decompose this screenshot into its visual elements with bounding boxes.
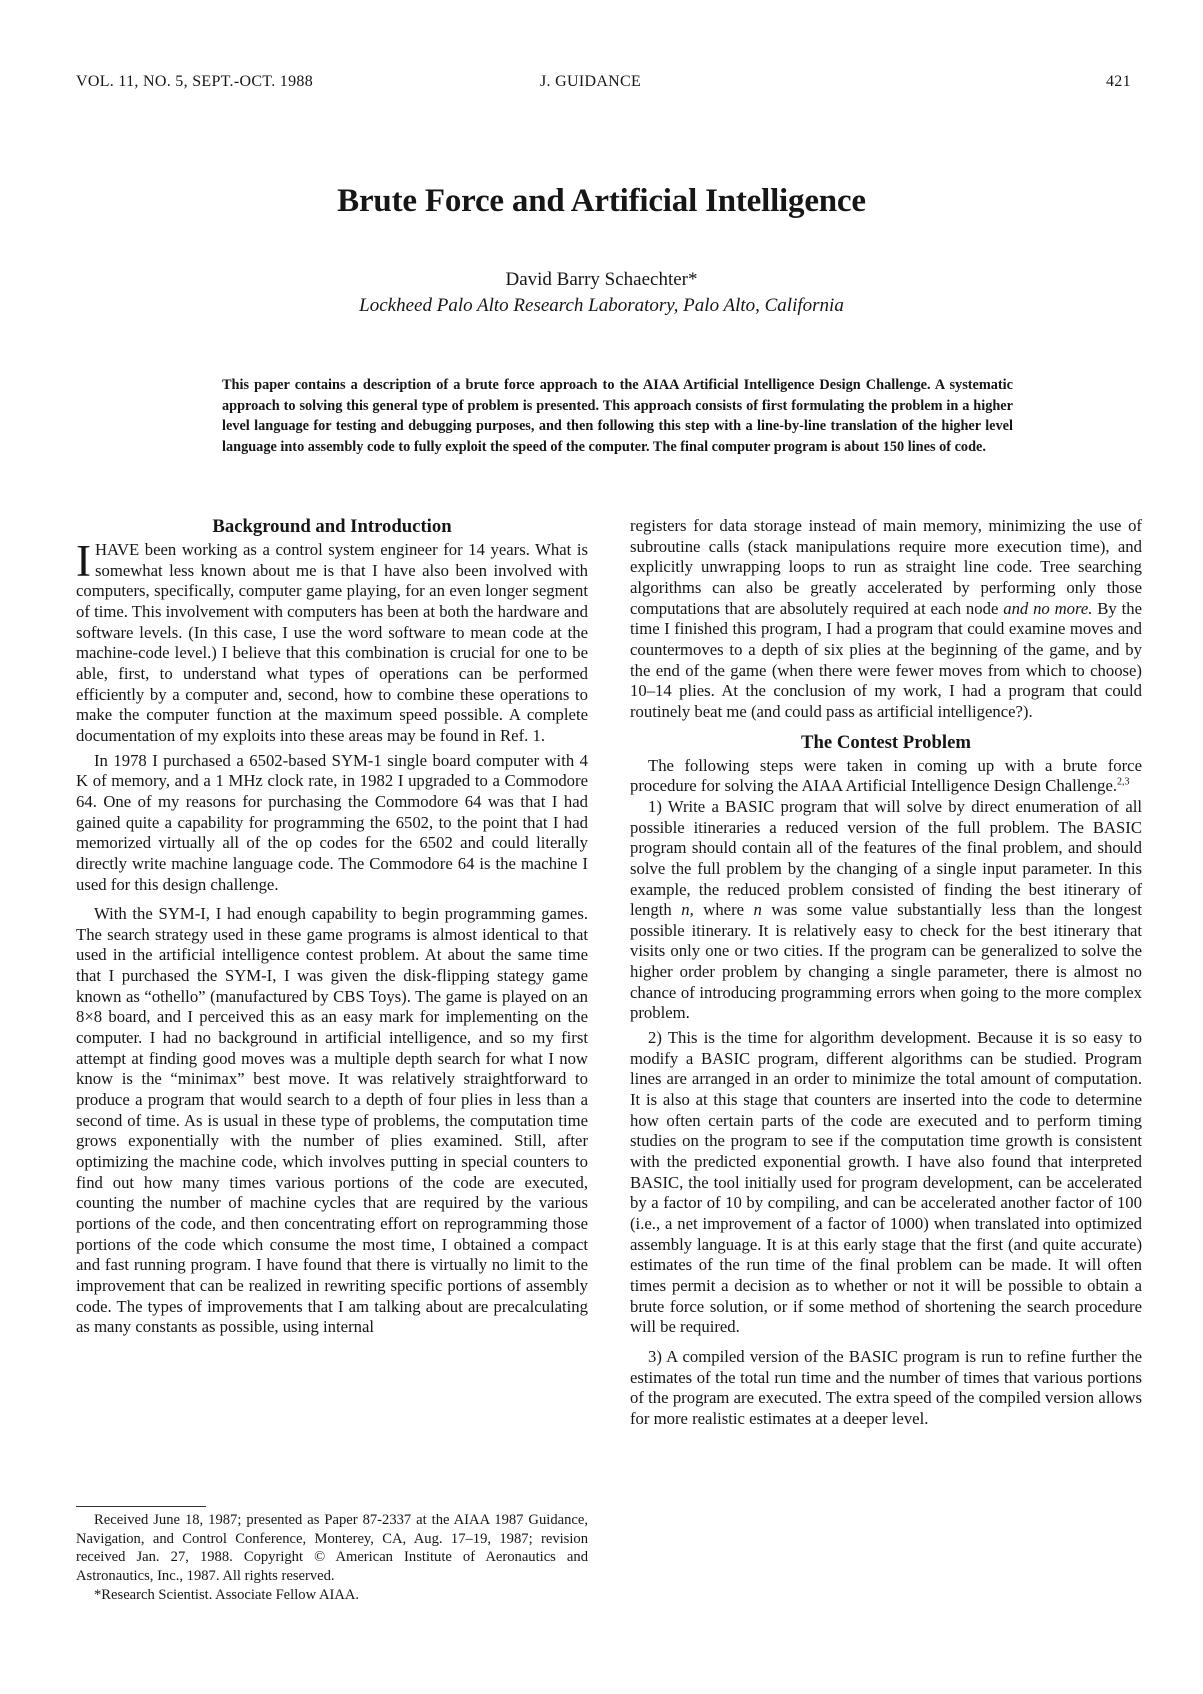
emphasis: and no more.: [1003, 598, 1093, 618]
paper-title: Brute Force and Artificial Intelligence: [337, 183, 866, 219]
running-head-volume: VOL. 11, NO. 5, SEPT.-OCT. 1988: [76, 73, 313, 90]
body-paragraph: IHAVE been working as a control system engineer for 14 years. What is somewhat less known about me is that I have also been involved with computers, specifically, computer game playing, for an even longer segment of time. This involvement with computers has been at both the hardware and software levels. (In this case, I use the word software to mean code at the machine-code level.) I believe that this combination is crucial for one to be able, first, to understand what types of operations can be performed efficiently by a computer and, second, how to combine these operations to make the computer function at the maximum speed possible. A complete documentation of my exploits into these areas may be found in Ref. 1.: [76, 536, 588, 745]
footnote-author: *Research Scientist. Associate Fellow AIAA.: [94, 1586, 360, 1603]
abstract: This paper contains a description of a brute force approach to the AIAA Artificial Intelligence Design Challenge. A systematic approach to solving this general type of problem is presented. This approach consists of first formulating the problem in a higher level language for testing and debugging purposes, and then following this step with a line-by-line translation of the higher level language into assembly code to fully exploit the speed of the computer. The final computer program is about 150 lines of code.: [222, 377, 1013, 455]
section-heading-contest: The Contest Problem: [801, 731, 971, 753]
reference-superscript: 2,3: [1117, 776, 1130, 788]
author-name: David Barry Schaechter*: [505, 269, 698, 290]
running-head-journal: J. GUIDANCE: [540, 73, 642, 90]
section-heading-background: Background and Introduction: [212, 516, 452, 537]
right-column: [630, 516, 1142, 1430]
body-paragraph: In 1978 I purchased a 6502-based SYM-1 single board computer with 4 K of memory, and a 1 MHz clock rate, in 1982 I upgraded to a Commodore 64. One of my reasons for purchasing the Commodore 64 was that I had gained quite a capability for programming the 6502, to the point that I had memorized virtually all of the op codes for the 6502 and could literally directly write machine language code. The Commodore 64 is the machine I used for this design challenge.: [76, 750, 588, 894]
body-paragraph: The following steps were taken in coming up with a brute force procedure for solving the AIAA Artificial Intelligence Design Challenge.$^{2,3}$: [630, 755, 1142, 796]
page-number: 421: [1106, 73, 1131, 90]
step-2-paragraph: 2) This is the time for algorithm development. Because it is so easy to modify a BASIC program, different algorithms can be studied. Program lines are arranged in an order to minimize the total amount of computation. It is also at this stage that counters are inserted into the code to determine how often certain parts of the code are executed and to perform timing studies on the program to see if the computation time growth is consistent with the predicted exponential growth. I have also found that interpreted BASIC, the tool initially used for program development, can be accelerated by a factor of 10 by compiling, and can be accelerated another factor of 100 (i.e., a net improvement of a factor of 1000) when translated into optimized assembly language. It is at this early stage that the first (and quite accurate) estimates of the run time of the final problem can be made. It will often times permit a decision as to whether or not it will be possible to obtain a brute force solution, or if some method of shortening the search procedure will be required.: [630, 1028, 1142, 1337]
step-3-paragraph: 3) A compiled version of the BASIC program is run to refine further the estimates of the total run time and the number of times that various portions of the program are executed. The extra speed of the compiled version allows for more realistic estimates at a deeper level.: [630, 1346, 1142, 1428]
body-paragraph: With the SYM-I, I had enough capability to begin programming games. The search strategy used in these game programs is almost identical to that used in the artificial intelligence contest problem. At about the same time that I purchased the SYM-I, I was given the disk-flipping stategy game known as “othello” (manufactured by CBS Toys). The game is played on an 8×8 board, and I perceived this as an easy mark for implementing on the computer. I had no background in artificial intelligence, and so my first attempt at finding good moves was a multiple depth search for what I now know is the “minimax” best move. It was relatively straightforward to produce a program that would search to a depth of four plies in less than a second of time. As is usual in these type of problems, the computation time grows exponentially with the number of plies examined. Still, after optimizing the machine code, which involves putting in special counters to find out how many times various portions of the code are executed, counting the number of machine cycles that are required by the various portions of the code, and then concentrating effort on reprogramming those portions of the code which consume the most time, I obtained a compact and fast running program. I have found that there is virtually no limit to the improvement that can be realized in rewriting specific portions of assembly code. The types of improvements that I am talking about are precalculating as many constants as possible, using internal: [76, 904, 588, 1337]
footnote-received: Received June 18, 1987; presented as Paper 87-2337 at the AIAA 1987 Guidance, Navigation, and Control Conference, Monterey, CA, Aug. 17–19, 1987; revision received Jan. 27, 1988. Copyright © American Institute of Aeronautics and Astronautics, Inc., 1987. All rights reserved.: [76, 1512, 588, 1585]
author-affiliation: Lockheed Palo Alto Research Laboratory, Palo Alto, California: [359, 295, 844, 316]
left-column: [76, 516, 588, 1338]
footnotes: [76, 1511, 588, 1605]
body-paragraph: registers for data storage instead of main memory, minimizing the use of subroutine calls (stack manipulations require more execution time), and explicitly unwrapping loops to run as straight line code. Tree searching algorithms can also be greatly accelerated by performing only those computations that are absolutely required at each node and no more. By the time I finished this program, I had a program that could examine moves and countermoves to a depth of six plies at the beginning of the game, and by the end of the game (when there were fewer moves from which to choose) 10–14 plies. At the conclusion of my work, I had a program that could routinely beat me (and could pass as artificial intelligence?).: [630, 516, 1142, 721]
footnote-divider: [76, 1506, 206, 1507]
step-1-paragraph: 1) Write a BASIC program that will solve by direct enumeration of all possible itineraries a reduced version of the full problem. The BASIC program should contain all of the features of the final problem, and should solve the full problem by the changing of a single input parameter. In this example, the reduced problem consisted of finding the best itinerary of length n, where n was some value substantially less than the longest possible itinerary. It is relatively easy to check for the best itinerary that visits only one or two cities. If the program can be generalized to solve the higher order problem by changing a single parameter, there is almost no chance of introducing programming errors when going to the more complex problem.: [630, 796, 1143, 1023]
